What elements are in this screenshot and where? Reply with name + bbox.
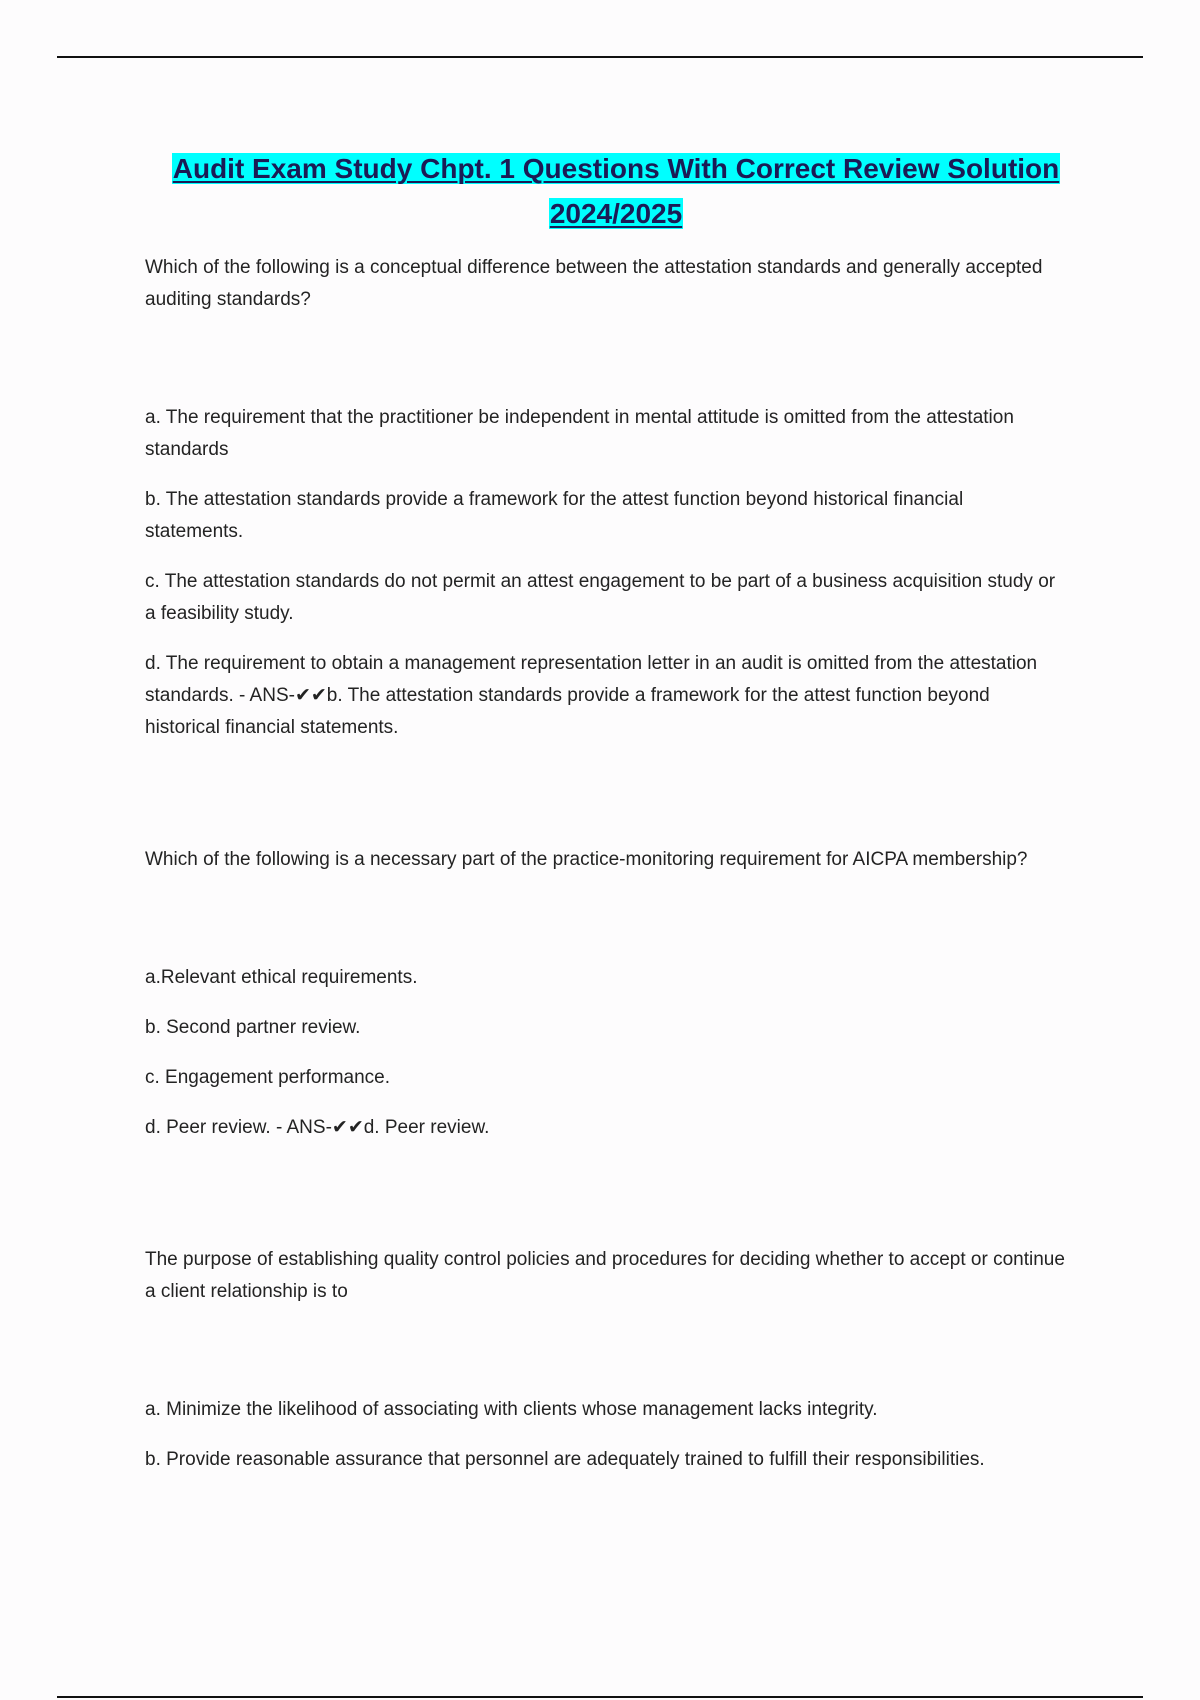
document-title	[0, 146, 1200, 236]
question-2-option-a: a.Relevant ethical requirements.	[145, 967, 418, 988]
question-3-option-b: b. Provide reasonable assurance that personnel are adequately trained to fulfill their responsibilities.	[145, 1449, 985, 1470]
question-3-prompt: The purpose of establishing quality control policies and procedures for deciding whether to accept or continue a client relationship is to	[145, 1249, 1065, 1302]
question-1-prompt: Which of the following is a conceptual difference between the attestation standards and generally accepted auditing standards?	[145, 257, 1043, 310]
header-rule	[57, 56, 1143, 58]
question-2-option-d-answer: d. Peer review. - ANS-✔✔d. Peer review.	[145, 1117, 490, 1138]
title-line-2: 2024/2025	[549, 198, 683, 229]
question-2-option-c: c. Engagement performance.	[145, 1067, 391, 1088]
footer-rule	[57, 1696, 1143, 1698]
document-body	[145, 252, 1065, 1494]
question-2-prompt: Which of the following is a necessary part of the practice-monitoring requirement for AICPA membership?	[145, 849, 1028, 870]
question-1-option-c: c. The attestation standards do not permit an attest engagement to be part of a business acquisition study or a feasibility study.	[145, 571, 1056, 624]
question-1-option-a: a. The requirement that the practitioner be independent in mental attitude is omitted from the attestation standards	[145, 407, 1014, 460]
title-line-1: Audit Exam Study Chpt. 1 Questions With Correct Review Solution	[172, 153, 1060, 184]
question-3-option-a: a. Minimize the likelihood of associating with clients whose management lacks integrity.	[145, 1399, 878, 1420]
question-1-option-d-answer: d. The requirement to obtain a management representation letter in an audit is omitted from the attestation standards. - ANS-✔✔b. The attestation standards provide a framework for the attest function beyond historical financial statements.	[145, 653, 1038, 738]
question-1-option-b: b. The attestation standards provide a framework for the attest function beyond historical financial statements.	[145, 489, 964, 542]
question-2-option-b: b. Second partner review.	[145, 1017, 361, 1038]
